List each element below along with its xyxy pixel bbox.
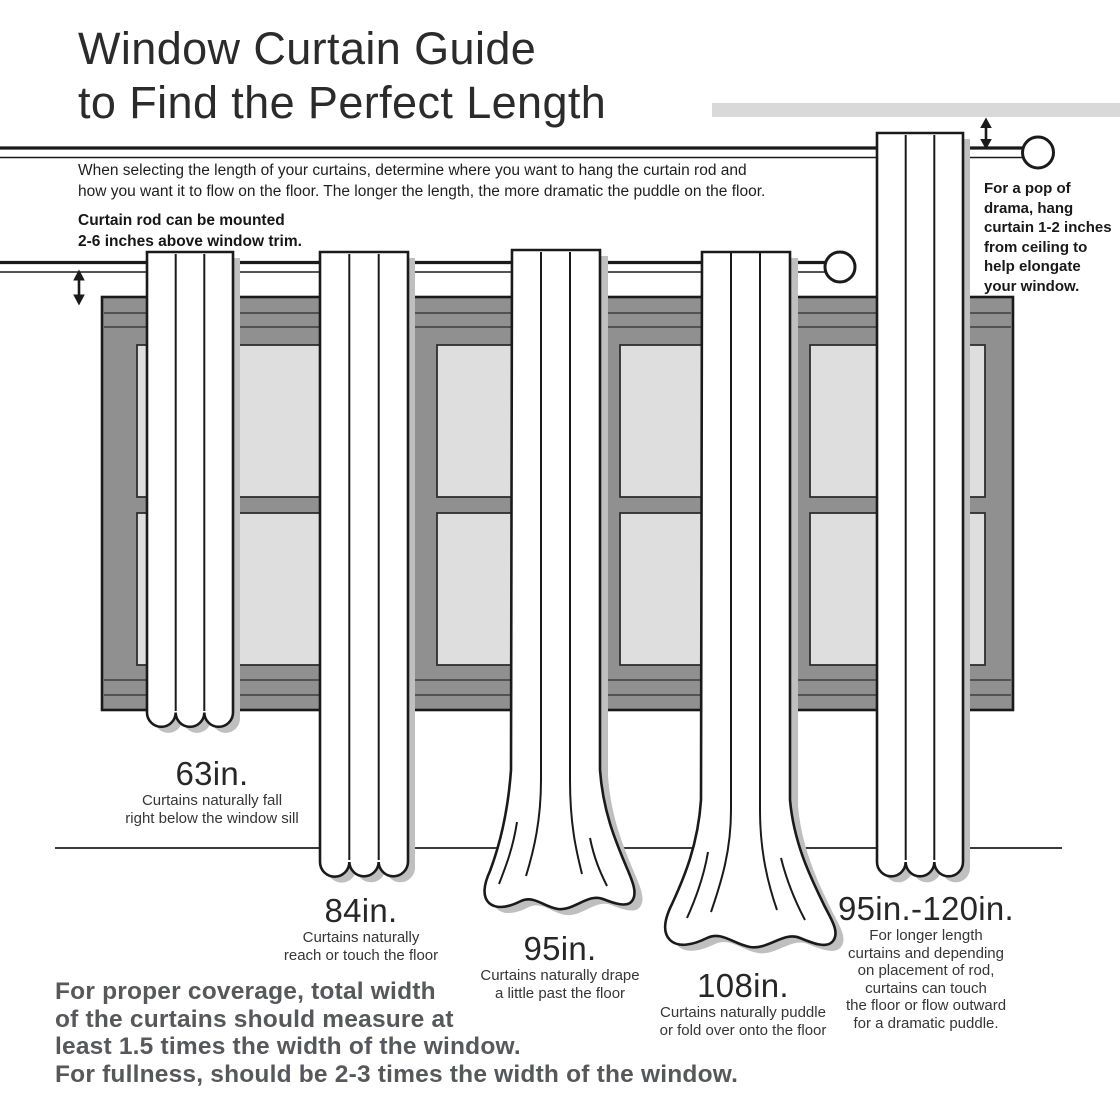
curtain-description-line: the floor or flow outward bbox=[845, 997, 1007, 1014]
curtain-description-line: curtains and depending bbox=[848, 944, 1004, 962]
curtain-description-line: For longer length bbox=[869, 927, 983, 944]
intro-paragraph bbox=[78, 160, 765, 202]
curtain-description-line: or fold over onto the floor bbox=[659, 1022, 827, 1039]
ceiling-note-line: help elongate bbox=[984, 258, 1081, 275]
coverage-note-line: For fullness, should be 2-3 times the width of the window. bbox=[55, 1060, 739, 1088]
page-title-line: Window Curtain Guide bbox=[78, 23, 537, 74]
curtain-description-line: Curtains naturally drape bbox=[480, 967, 640, 984]
curtain-84in-label-group bbox=[284, 893, 438, 965]
double-arrow-icon bbox=[73, 270, 85, 306]
intro-line: how you want it to flow on the floor. The longer the length, the more dramatic the puddle on the floor. bbox=[78, 183, 766, 200]
page-title-line: to Find the Perfect Length bbox=[78, 77, 607, 128]
coverage-note bbox=[55, 978, 738, 1088]
curtain-95-120in-label-group bbox=[838, 891, 1014, 1032]
curtain-63in-label-group bbox=[125, 756, 298, 828]
coverage-note-line: least 1.5 times the width of the window. bbox=[55, 1033, 521, 1060]
intro-line: When selecting the length of your curtains, determine where you want to hang the curtain rod and bbox=[78, 162, 747, 179]
curtain-description-line: Curtains naturally puddle bbox=[660, 1004, 826, 1021]
glass-pane bbox=[620, 513, 702, 665]
curtain-description-line: reach or touch the floor bbox=[283, 947, 439, 964]
curtain-description-line: for a dramatic puddle. bbox=[853, 1014, 999, 1032]
ceiling-note-line: your window. bbox=[984, 277, 1080, 295]
ceiling-note-line: For a pop of bbox=[984, 180, 1071, 197]
length-label: 63in. bbox=[175, 755, 249, 792]
rod-finial-icon bbox=[1023, 137, 1054, 168]
length-label: 84in. bbox=[324, 892, 398, 929]
double-arrow-icon bbox=[980, 118, 992, 150]
coverage-note-line: of the curtains should measure at bbox=[55, 1005, 454, 1033]
curtain-description-line: on placement of rod, bbox=[857, 962, 995, 979]
glass-pane bbox=[968, 345, 985, 497]
curtain-63in bbox=[147, 252, 240, 733]
rod-note-line: 2-6 inches above window trim. bbox=[78, 233, 302, 250]
curtain-description-line: Curtains naturally fall bbox=[141, 792, 283, 809]
glass-pane bbox=[810, 513, 880, 665]
length-label: 95in. bbox=[523, 930, 597, 967]
glass-pane bbox=[437, 345, 516, 497]
rod-note-line: Curtain rod can be mounted bbox=[78, 212, 285, 229]
glass-pane bbox=[620, 345, 702, 497]
glass-pane bbox=[810, 345, 880, 497]
ceiling-note-line: from ceiling to bbox=[984, 238, 1088, 256]
curtain-95-120in bbox=[877, 133, 970, 882]
curtain-description-line: curtains can touch bbox=[865, 979, 987, 997]
ceiling-tip-note bbox=[984, 179, 1112, 296]
curtain-description-line: right below the window sill bbox=[125, 810, 299, 827]
rod-finial-icon bbox=[825, 252, 855, 282]
coverage-note-line: For proper coverage, total width bbox=[55, 978, 436, 1005]
ceiling-bar bbox=[712, 103, 1120, 117]
length-label: 95in.-120in. bbox=[837, 890, 1015, 927]
glass-pane bbox=[968, 513, 985, 665]
glass-pane bbox=[437, 513, 516, 665]
curtain-description-line: a little past the floor bbox=[494, 985, 626, 1002]
curtain-84in bbox=[320, 252, 415, 883]
length-label: 108in. bbox=[697, 967, 789, 1004]
rod-mount-note bbox=[78, 210, 302, 252]
ceiling-note-line: drama, hang bbox=[984, 199, 1074, 217]
curtain-description-line: Curtains naturally bbox=[302, 929, 420, 946]
page-title bbox=[78, 22, 606, 130]
ceiling-note-line: curtain 1-2 inches bbox=[984, 219, 1112, 236]
